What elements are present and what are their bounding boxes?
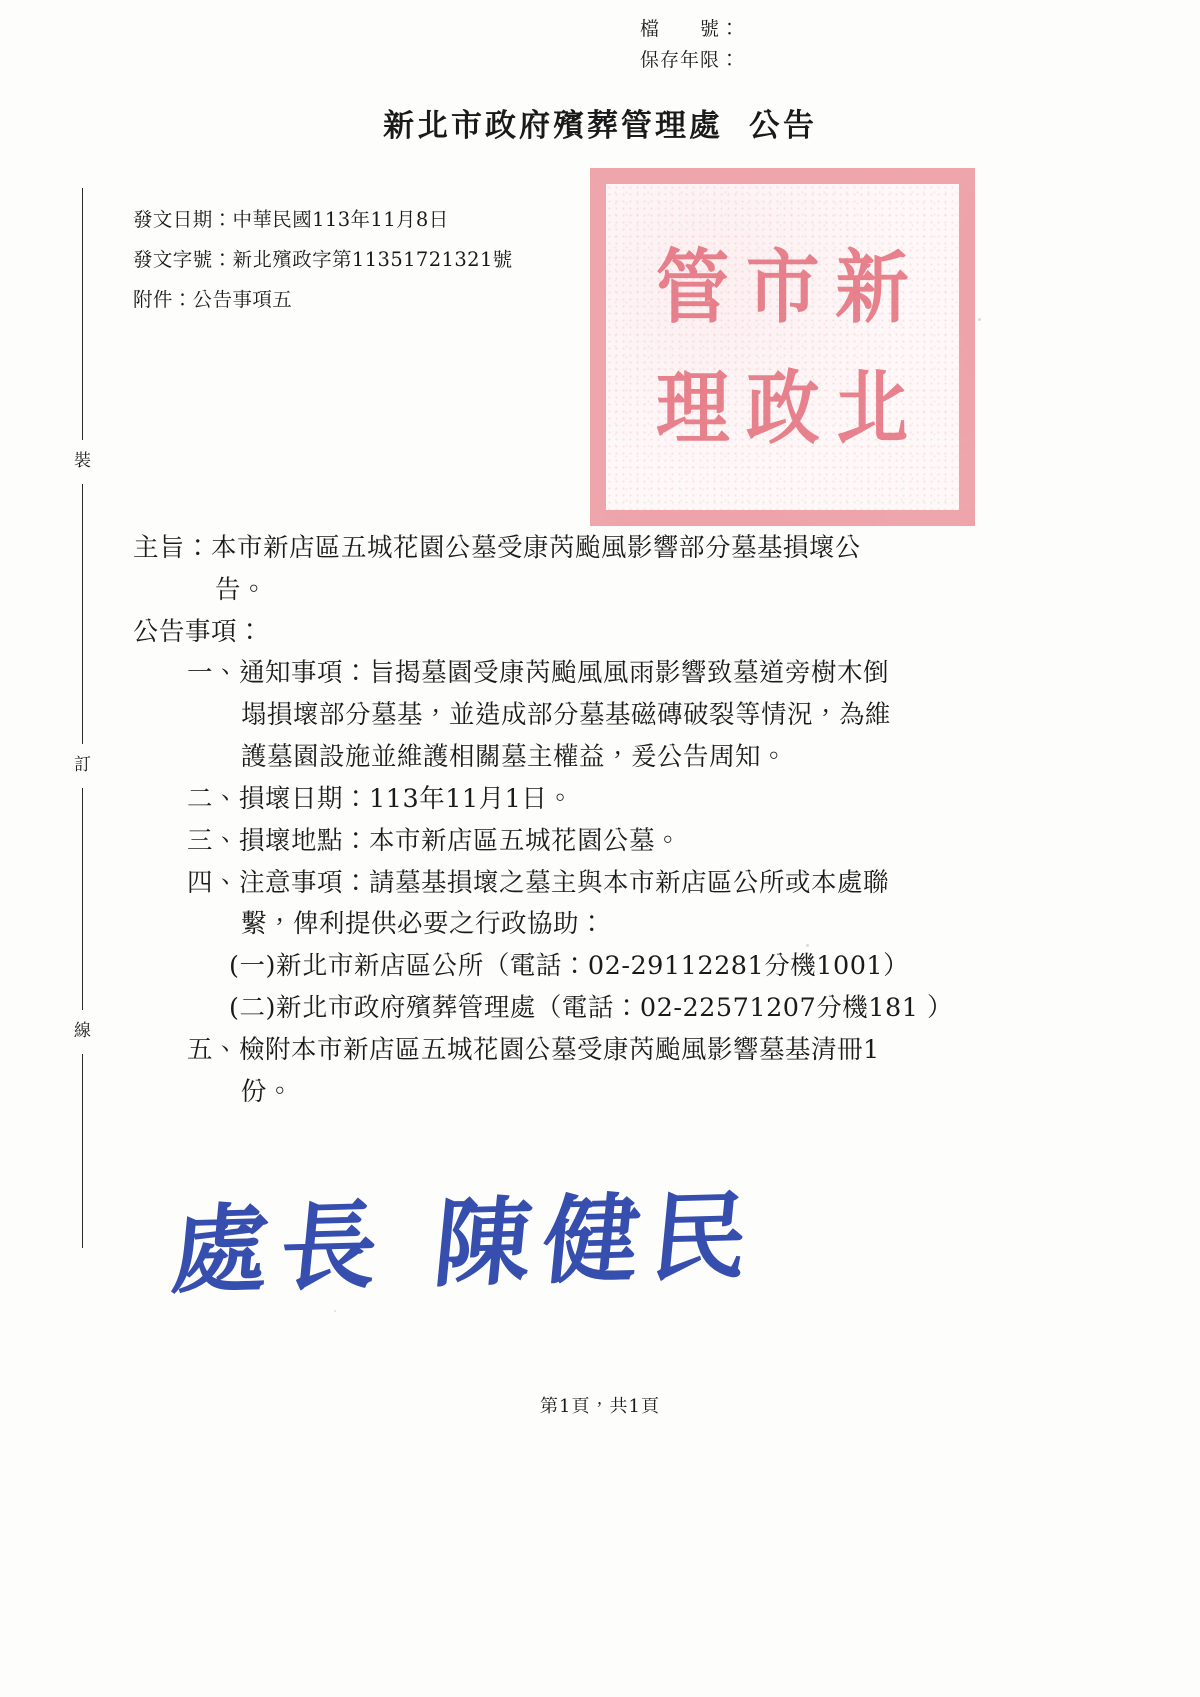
binding-mark-ding: 訂 [72, 750, 94, 775]
binding-line-bottom [82, 1054, 83, 1248]
list-item-text: 通知事項：旨揭墓園受康芮颱風風雨影響致墓道旁樹木倒 [239, 658, 890, 689]
subject-label: 主旨： [133, 533, 212, 563]
list-item-text: 注意事項：請墓基損壞之墓主與本市新店區公所或本處聯 [239, 867, 890, 898]
document-meta [133, 200, 513, 320]
list-item-text: 繫，俾利提供必要之行政協助： [241, 909, 606, 940]
document-body [133, 528, 1013, 1113]
issue-date: 發文日期：中華民國113年11月8日 [133, 208, 449, 231]
archive-number-label: 檔 號： [640, 18, 741, 40]
issuing-agency-name: 新北市政府殯葬管理處 [383, 108, 723, 144]
list-item [187, 863, 1013, 905]
sub-list-item: (二)新北市政府殯葬管理處（電話：02-22571207分機181 ） [229, 992, 954, 1023]
page-number-footer: 第1頁，共1頁 [540, 1396, 660, 1417]
list-item [187, 1030, 1013, 1072]
scan-speckle [806, 944, 809, 947]
scan-speckle [978, 318, 981, 321]
list-item-text: 檢附本市新店區五城花園公墓受康芮颱風影響墓基清冊1 [239, 1034, 880, 1065]
archive-header [640, 14, 940, 77]
list-item-number: 四、 [187, 867, 240, 898]
official-seal [590, 168, 975, 526]
seal-character: 北 [835, 360, 909, 455]
document-number: 發文字號：新北殯政字第11351721321號 [133, 247, 513, 271]
list-item-number: 五、 [187, 1034, 240, 1065]
seal-character: 新 [835, 239, 909, 334]
binding-mark-xian: 線 [72, 1016, 94, 1041]
seal-character: 理 [656, 360, 730, 455]
page-title [0, 100, 1200, 145]
subject-line [133, 528, 1013, 570]
retention-period-label: 保存年限： [640, 49, 741, 72]
seal-character: 市 [745, 239, 820, 334]
seal-character: 管 [656, 239, 730, 334]
signature-handwriting: 處長 陳健民 [167, 1179, 766, 1308]
list-item-text: 護墓園設施並維護相關墓主權益，爰公告周知。 [241, 742, 788, 773]
list-item-text: 塌損壞部分墓基，並造成部分墓基磁磚破裂等情況，為維 [241, 700, 892, 731]
list-item-number: 三、 [187, 825, 240, 856]
document-type: 公告 [749, 108, 817, 144]
list-item-number: 一、 [187, 658, 240, 689]
list-item-number: 二、 [187, 783, 240, 814]
list-item [187, 821, 1013, 863]
list-item-text: 損壞日期：113年11月1日。 [239, 783, 574, 814]
seal-character-grid [648, 226, 917, 468]
binding-mark-zhuang: 裝 [72, 446, 94, 471]
seal-border [590, 168, 975, 526]
binding-line-mid-upper [82, 484, 83, 744]
announcement-label: 公告事項： [133, 616, 264, 647]
attachment-note: 附件：公告事項五 [133, 287, 293, 311]
sub-list-item: (一)新北市新店區公所（電話：02-29112281分機1001） [229, 951, 910, 982]
binding-line-top [82, 188, 83, 440]
list-item [187, 653, 1013, 695]
subject-line-cont: 告。 [215, 574, 268, 605]
list-item [187, 779, 1013, 821]
seal-character: 政 [745, 360, 820, 455]
subject-text: 本市新店區五城花園公墓受康芮颱風影響部分墓基損壞公 [211, 533, 862, 563]
scan-speckle [334, 1310, 336, 1312]
list-item-text: 損壞地點：本市新店區五城花園公墓。 [239, 825, 682, 856]
binding-line-mid-lower [82, 788, 83, 1010]
binding-margin [62, 188, 102, 1248]
list-item-text: 份。 [241, 1076, 294, 1107]
